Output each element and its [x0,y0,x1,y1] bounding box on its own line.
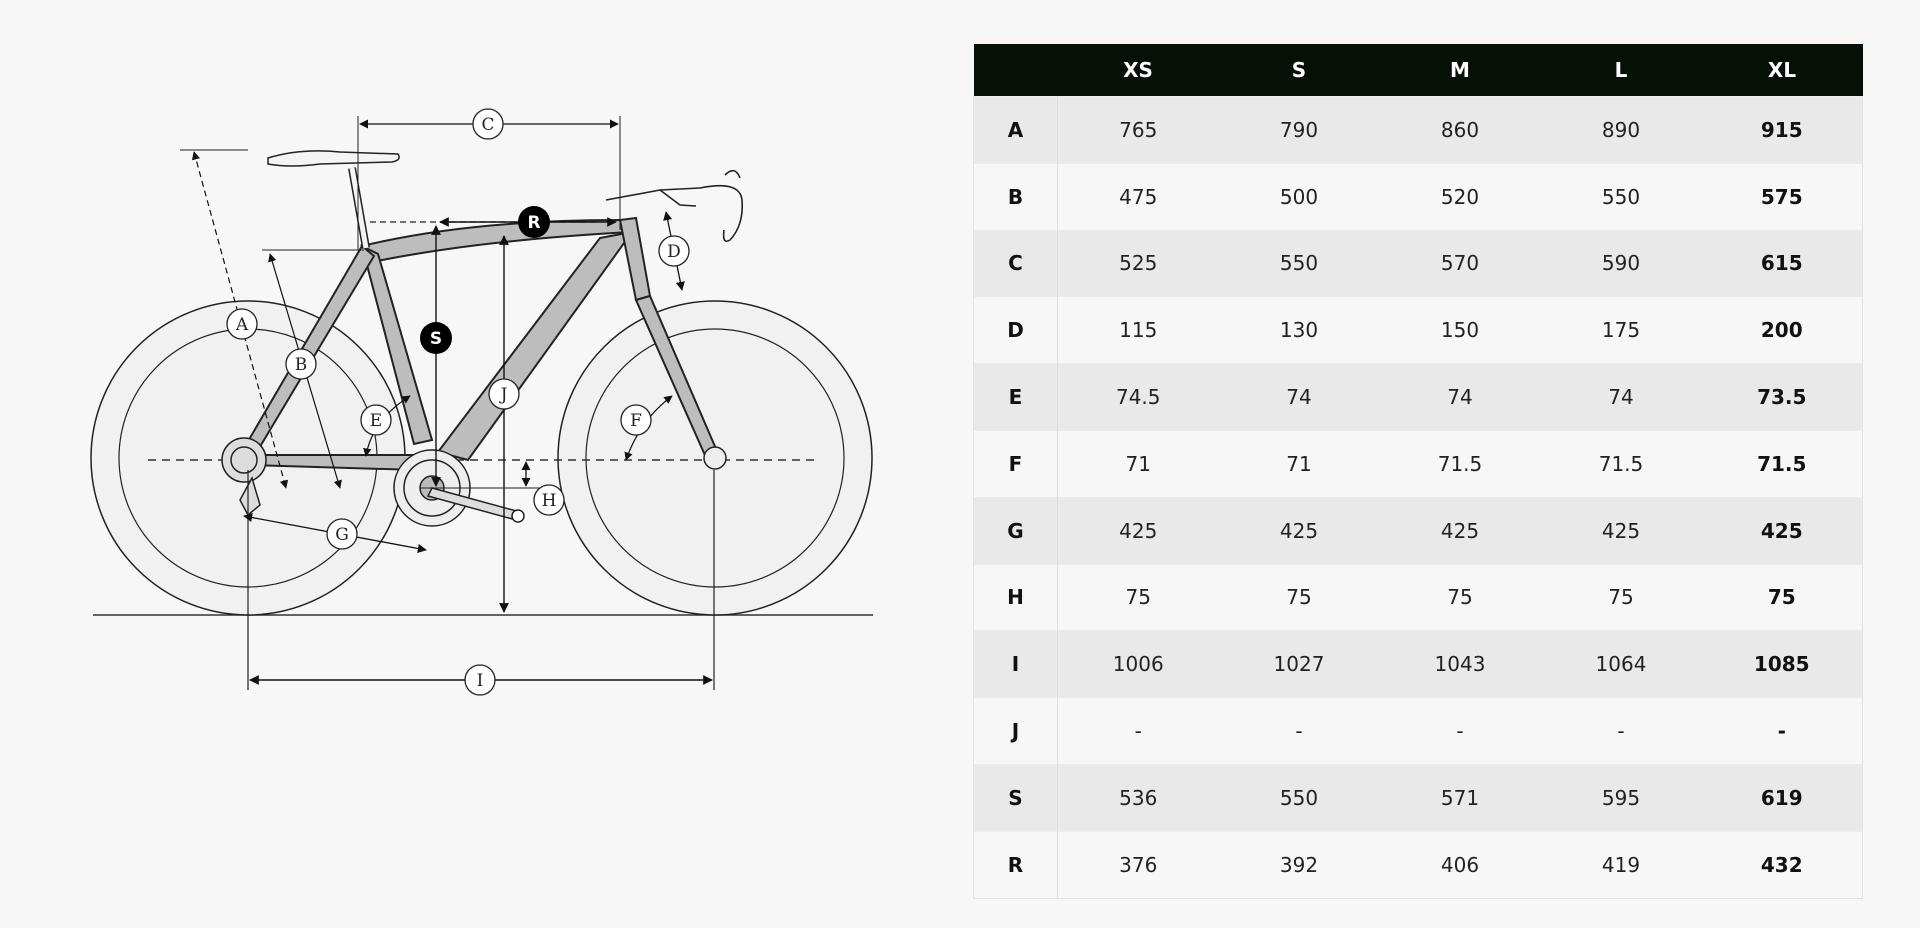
table-cell-xl: 71.5 [1702,430,1863,497]
table-cell-l: 590 [1541,230,1702,297]
table-cell-m: 571 [1380,764,1541,831]
table-cell-l: 175 [1541,297,1702,364]
table-cell-l: 890 [1541,97,1702,164]
table-cell-xs: 75 [1058,564,1219,631]
table-row [974,297,1863,364]
table-cell-xl: - [1702,698,1863,765]
row-label: A [974,97,1058,164]
table-cell-s: 392 [1219,831,1380,898]
label-b [286,349,316,379]
label-s [420,322,452,354]
table-cell-m: - [1380,698,1541,765]
header-size-s: S [1219,44,1380,97]
saddle [268,151,399,248]
row-label: C [974,230,1058,297]
table-cell-xl: 425 [1702,497,1863,564]
table-cell-s: 500 [1219,163,1380,230]
table-cell-m: 150 [1380,297,1541,364]
header-size-m: M [1380,44,1541,97]
label-d [659,236,689,266]
label-r [518,206,550,238]
table-row [974,631,1863,698]
table-cell-s: 1027 [1219,631,1380,698]
row-label: F [974,430,1058,497]
geometry-table [973,44,1863,899]
table-cell-xs: 74.5 [1058,364,1219,431]
label-a [227,309,257,339]
table-cell-l: 74 [1541,364,1702,431]
table-cell-xs: 71 [1058,430,1219,497]
table-cell-xl: 200 [1702,297,1863,364]
table-cell-l: 71.5 [1541,430,1702,497]
row-label: G [974,497,1058,564]
label-h [534,485,564,515]
label-g [327,519,357,549]
row-label: E [974,364,1058,431]
label-c-text: C [481,115,495,135]
table-row [974,163,1863,230]
table-cell-xl: 915 [1702,97,1863,164]
table-row [974,497,1863,564]
table-row [974,230,1863,297]
table-cell-s: 75 [1219,564,1380,631]
table-cell-xl: 432 [1702,831,1863,898]
label-d-text: D [667,242,681,262]
table-cell-s: 74 [1219,364,1380,431]
row-label: H [974,564,1058,631]
table-cell-m: 570 [1380,230,1541,297]
label-j [489,379,519,409]
header-corner [974,44,1058,97]
table-cell-l: 1064 [1541,631,1702,698]
table-cell-xs: 425 [1058,497,1219,564]
table-cell-xs: 115 [1058,297,1219,364]
table-cell-xl: 619 [1702,764,1863,831]
label-r-text: R [527,213,541,233]
table-row [974,97,1863,164]
label-g-text: G [335,525,349,545]
table-row [974,698,1863,765]
table-cell-xs: 376 [1058,831,1219,898]
table-cell-xl: 1085 [1702,631,1863,698]
row-label: R [974,831,1058,898]
label-i [465,665,495,695]
label-i-text: I [476,671,484,691]
table-cell-l: 550 [1541,163,1702,230]
table-cell-s: 425 [1219,497,1380,564]
label-a-text: A [235,315,249,335]
table-cell-m: 71.5 [1380,430,1541,497]
label-c [473,109,503,139]
table-cell-s: 71 [1219,430,1380,497]
table-cell-m: 74 [1380,364,1541,431]
row-label: B [974,163,1058,230]
table-cell-m: 520 [1380,163,1541,230]
table-header-row [974,44,1863,97]
table-cell-xs: 765 [1058,97,1219,164]
table-cell-m: 406 [1380,831,1541,898]
row-label: D [974,297,1058,364]
header-size-xs: XS [1058,44,1219,97]
table-cell-l: - [1541,698,1702,765]
table-row [974,831,1863,898]
table-cell-m: 1043 [1380,631,1541,698]
header-size-xl: XL [1702,44,1863,97]
header-size-l: L [1541,44,1702,97]
table-cell-l: 419 [1541,831,1702,898]
table-cell-m: 425 [1380,497,1541,564]
row-label: S [974,764,1058,831]
table-cell-xl: 615 [1702,230,1863,297]
table-cell-s: 550 [1219,230,1380,297]
table-row [974,364,1863,431]
table-cell-xl: 73.5 [1702,364,1863,431]
table-cell-s: 130 [1219,297,1380,364]
table-row [974,764,1863,831]
table-cell-l: 595 [1541,764,1702,831]
table-cell-xs: 536 [1058,764,1219,831]
label-f [621,405,651,435]
table-cell-s: 790 [1219,97,1380,164]
table-row [974,564,1863,631]
table-cell-m: 75 [1380,564,1541,631]
table-cell-xs: 1006 [1058,631,1219,698]
table-cell-xl: 575 [1702,163,1863,230]
table-cell-xs: 475 [1058,163,1219,230]
label-e [361,405,391,435]
table-cell-xl: 75 [1702,564,1863,631]
label-e-text: E [369,411,383,431]
row-label: J [974,698,1058,765]
table-cell-s: 550 [1219,764,1380,831]
label-f-text: F [630,411,642,431]
table-cell-l: 425 [1541,497,1702,564]
table-cell-xs: - [1058,698,1219,765]
table-body [974,97,1863,899]
label-s-text: S [429,329,443,349]
label-h-text: H [541,491,557,511]
table-row [974,430,1863,497]
table-cell-l: 75 [1541,564,1702,631]
row-label: I [974,631,1058,698]
table-cell-xs: 525 [1058,230,1219,297]
label-j-text: J [500,385,508,405]
front-hub [704,447,726,469]
table-cell-s: - [1219,698,1380,765]
table-cell-m: 860 [1380,97,1541,164]
label-b-text: B [294,355,308,375]
